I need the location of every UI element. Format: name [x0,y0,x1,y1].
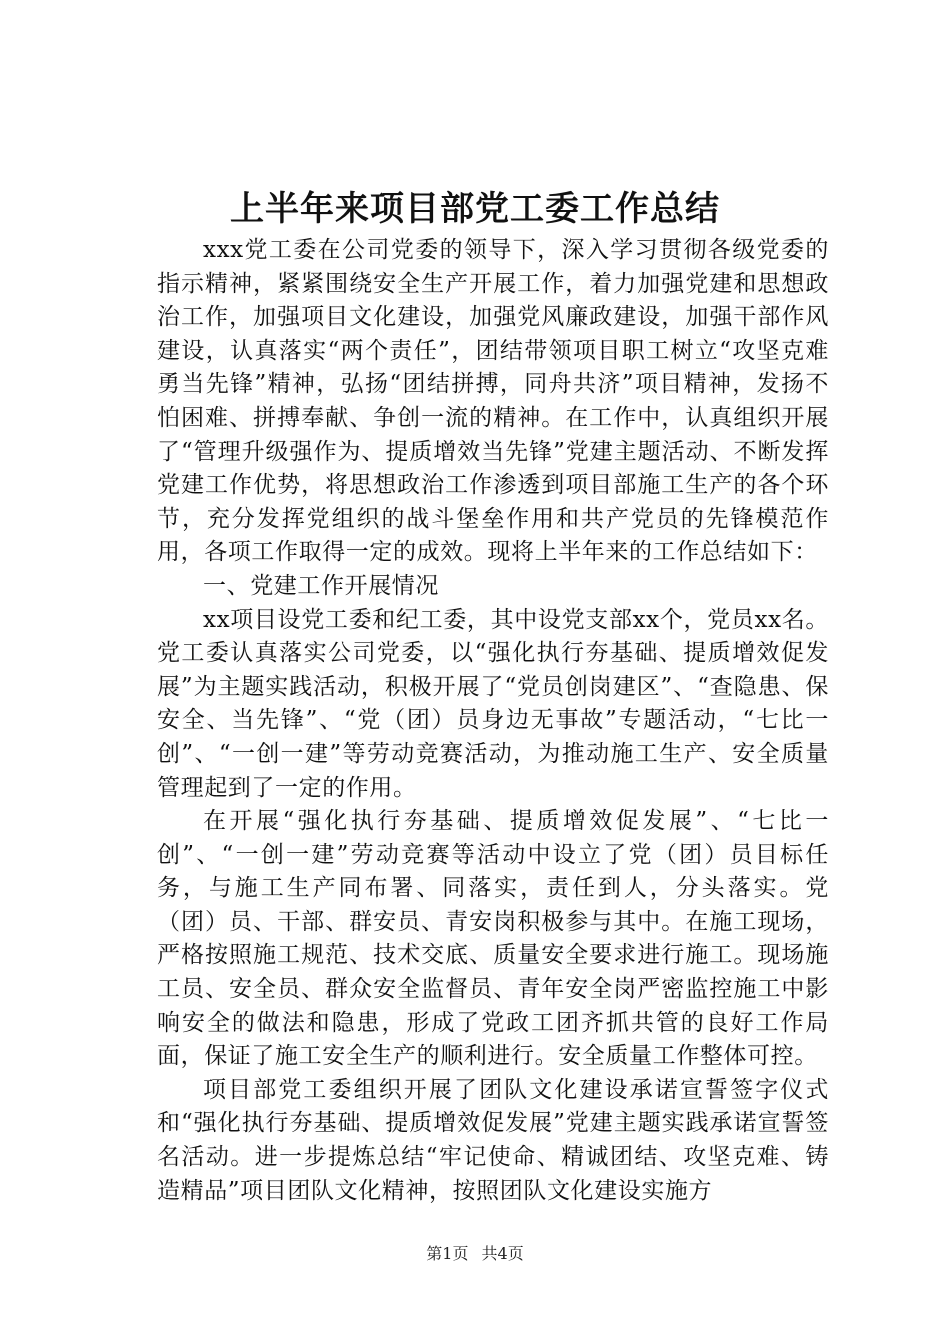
document-body [157,234,829,1208]
body-paragraph: 在开展“强化执行夯基础、提质增效促发展”、“七比一创”、“一创一建”劳动竞赛等活动中设立了党（团）员目标任务，与施工生产同布署、同落实，责任到人，分头落实。党（团）员、干部、群安员、青安岗积极参与其中。在施工现场，严格按照施工规范、技术交底、质量安全要求进行施工。现场施工员、安全员、群众安全监督员、青年安全岗严密监控施工中影响安全的做法和隐患，形成了党政工团齐抓共管的良好工作局面，保证了施工安全生产的顺利进行。安全质量工作整体可控。 [157,808,829,1070]
document-title: 上半年来项目部党工委工作总结 [230,189,720,229]
intro-paragraph: xxx党工委在公司党委的领导下，深入学习贯彻各级党委的指示精神，紧紧围绕安全生产开展工作，着力加强党建和思想政治工作，加强项目文化建设，加强党风廉政建设，加强干部作风建设，认真落实“两个责任”，团结带领项目职工树立“攻坚克难勇当先锋”精神，弘扬“团结拼搏，同舟共济”项目精神，发扬不怕困难、拼搏奉献、争创一流的精神。在工作中，认真组织开展了“管理升级强作为、提质增效当先锋”党建主题活动、不断发挥党建工作优势，将思想政治工作渗透到项目部施工生产的各个环节，充分发挥党组织的战斗堡垒作用和共产党员的先锋模范作用，各项工作取得一定的成效。现将上半年来的工作总结如下： [157,237,829,566]
body-paragraph: 项目部党工委组织开展了团队文化建设承诺宣誓签字仪式和“强化执行夯基础、提质增效促发展”党建主题实践承诺宣誓签名活动。进一步提炼总结“牢记使命、精诚团结、攻坚克难、铸造精品”项目团队文化精神，按照团队文化建设实施方 [157,1076,829,1204]
body-paragraph: xx项目设党工委和纪工委，其中设党支部xx个，党员xx名。党工委认真落实公司党委，以“强化执行夯基础、提质增效促发展”为主题实践活动，积极开展了“党员创岗建区”、“查隐患、保安全、当先锋”、“党（团）员身边无事故”专题活动，“七比一创”、“一创一建”等劳动竞赛活动，为推动施工生产、安全质量管理起到了一定的作用。 [157,606,829,801]
page-total: 共4页 [481,1244,524,1263]
page-footer [0,1243,950,1265]
section-heading: 一、党建工作开展情况 [203,572,439,599]
page-number: 第1页 [426,1244,469,1263]
